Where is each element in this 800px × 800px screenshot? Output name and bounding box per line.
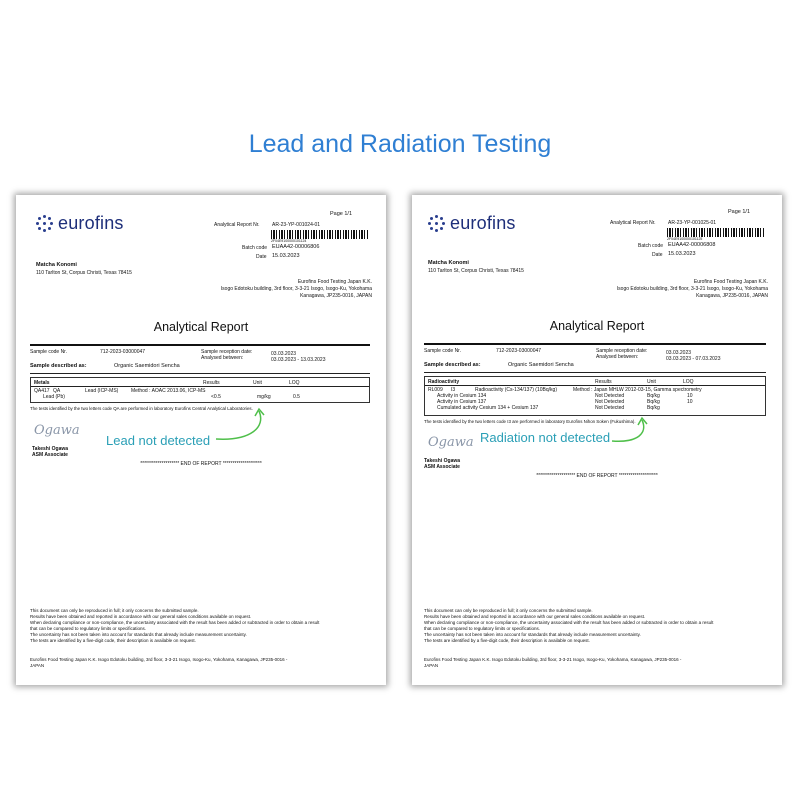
divider bbox=[424, 343, 766, 345]
table-header-rule bbox=[31, 386, 369, 387]
lab-address-2: Kanagawa, JP235-0016, JAPAN bbox=[696, 293, 768, 299]
row-unit: Bq/kg bbox=[647, 405, 660, 411]
table-section: Metals bbox=[34, 380, 50, 386]
barcode-text: 2F04E9100000101124 bbox=[271, 239, 307, 243]
test-analysis: Radioactivity (Cs-134/137) (10Bq/kg) bbox=[475, 387, 557, 393]
test-code: RL009 bbox=[428, 387, 443, 393]
lab-name: Eurofins Food Testing Japan K.K. bbox=[297, 279, 372, 285]
test-code-2: I3 bbox=[451, 387, 456, 393]
footer-company bbox=[30, 657, 287, 669]
end-of-report: ******************** END OF REPORT ******************** bbox=[140, 461, 262, 467]
lab-note: The tests identified by the two letters code QA are performed in laboratory Eurofins Central Analytical Laboratories. bbox=[30, 406, 253, 411]
row-result: Not Detected bbox=[595, 399, 625, 405]
reception-date: 03.03.2023 bbox=[271, 351, 297, 357]
table-section: Radioactivity bbox=[428, 379, 460, 385]
col-loq: LOQ bbox=[683, 379, 694, 385]
lab-address-2: Kanagawa, JP235-0016, JAPAN bbox=[300, 293, 372, 299]
reception-date: 03.03.2023 bbox=[666, 350, 692, 356]
analysed-label: Analysed between: bbox=[201, 355, 244, 361]
footer-company-line: Eurofins Food Testing Japan K.K. Isogo Edotoku building, 3rd floor, 3-3-21 Isogo, Isogo-Ku, Yokohama, Kanagawa, JP235-0016 - bbox=[424, 657, 682, 662]
signer-name: Takeshi Ogawa bbox=[424, 458, 461, 464]
report-number: AR-23-YP-001025-01 bbox=[668, 220, 717, 226]
report-number-label: Analytical Report Nr. bbox=[610, 220, 656, 226]
footer-line: that can be compared to regulatory limits or specifications. bbox=[30, 626, 147, 631]
report-date: 15.03.2023 bbox=[272, 253, 300, 259]
footer-company-line: JAPAN bbox=[424, 663, 439, 668]
eurofins-logo bbox=[36, 213, 124, 234]
footer-line: The uncertainty has not been taken into account for standards that already include measurement uncertainty. bbox=[30, 632, 247, 637]
brand-name: eurofins bbox=[450, 213, 516, 233]
batch-code-label: Batch code bbox=[638, 243, 664, 249]
row-loq: 0.5 bbox=[293, 394, 300, 400]
col-unit: Unit bbox=[647, 379, 656, 385]
test-code-2: QA bbox=[53, 388, 61, 394]
annotation-arrow-icon bbox=[211, 405, 281, 445]
divider bbox=[424, 372, 766, 373]
row-label: Activity in Cesium 137 bbox=[437, 399, 487, 405]
reception-label: Sample reception date: bbox=[596, 348, 648, 354]
footer-company-line: JAPAN bbox=[30, 663, 45, 668]
table-header-rule bbox=[425, 385, 765, 386]
page-number: Page 1/1 bbox=[728, 209, 751, 215]
sample-described-label: Sample described as: bbox=[30, 363, 87, 369]
lead-report-page bbox=[16, 195, 386, 685]
footer-line: When declaring compliance or non-compliance, the uncertainty associated with the result has been added or subtracted in order to obtain a result bbox=[30, 620, 320, 625]
results-table bbox=[30, 377, 370, 403]
row-unit: Bq/kg bbox=[647, 399, 660, 405]
row-label: Lead (Pb) bbox=[43, 394, 65, 400]
row-loq: 10 bbox=[687, 399, 693, 405]
col-results: Results bbox=[595, 379, 612, 385]
test-code: QA417 bbox=[34, 388, 50, 394]
signer-role: ASM Associate bbox=[32, 452, 68, 458]
footer-line: The tests are identified by a five-digit code, their description is available on request. bbox=[30, 638, 196, 643]
signature: Ogawa bbox=[34, 423, 80, 438]
customer-address: 110 Tarlton St, Corpus Christi, Texas 78415 bbox=[36, 270, 132, 276]
footer-line: When declaring compliance or non-compliance, the uncertainty associated with the result has been added or subtracted in order to obtain a result bbox=[424, 620, 714, 625]
sample-code: 712-2023-03000047 bbox=[100, 349, 146, 355]
footer-disclaimer bbox=[30, 608, 319, 644]
batch-code: EUAA42-00006808 bbox=[668, 242, 716, 248]
footer-line: The tests are identified by a five-digit code, their description is available on request. bbox=[424, 638, 590, 643]
row-result: Not Detected bbox=[595, 393, 625, 399]
col-results: Results bbox=[203, 380, 220, 386]
end-of-report: ******************** END OF REPORT ******************** bbox=[536, 473, 658, 479]
annotation-arrow-icon bbox=[608, 415, 668, 449]
radiation-annotation: Radiation not detected bbox=[480, 430, 611, 445]
report-title: Analytical Report bbox=[153, 320, 249, 334]
col-unit: Unit bbox=[253, 380, 262, 386]
footer-line: Results have been obtained and reported in accordance with our general sales conditions available on request. bbox=[30, 614, 252, 619]
lab-address-1: Isogo Edotoku building, 3rd floor, 3-3-21 Isogo, Isogo-Ku, Yokohama bbox=[220, 286, 372, 292]
batch-code: EUAA42-00006806 bbox=[272, 244, 320, 250]
lab-name: Eurofins Food Testing Japan K.K. bbox=[693, 279, 768, 285]
footer-line: This document can only be reproduced in full; it only concerns the submitted sample. bbox=[30, 608, 199, 613]
brand-name: eurofins bbox=[58, 213, 124, 233]
analysed-label: Analysed between: bbox=[596, 354, 639, 360]
signature: Ogawa bbox=[428, 435, 474, 450]
eurofins-logo-icon bbox=[36, 215, 54, 233]
customer-name: Matcha Konomi bbox=[428, 260, 469, 266]
batch-code-label: Batch code bbox=[242, 245, 268, 251]
signer-role: ASM Associate bbox=[424, 464, 460, 470]
row-loq: 10 bbox=[687, 393, 693, 399]
footer-line: Results have been obtained and reported in accordance with our general sales conditions available on request. bbox=[424, 614, 646, 619]
footer-line: that can be compared to regulatory limits or specifications. bbox=[424, 626, 541, 631]
analysed-range: 03.03.2023 - 13.03.2023 bbox=[271, 357, 326, 363]
footer-company bbox=[424, 657, 681, 669]
divider bbox=[30, 373, 370, 374]
test-method: Method : AOAC 2013.06, ICP-MS bbox=[131, 388, 206, 394]
row-result: Not Detected bbox=[595, 405, 625, 411]
page-number: Page 1/1 bbox=[330, 211, 353, 217]
sample-described-label: Sample described as: bbox=[424, 362, 481, 368]
row-label: Cumulated activity Cesium 134 + Cesium 137 bbox=[437, 405, 539, 411]
footer-line: This document can only be reproduced in full; it only concerns the submitted sample. bbox=[424, 608, 593, 613]
row-label: Activity in Cesium 134 bbox=[437, 393, 487, 399]
eurofins-logo-icon bbox=[428, 215, 446, 233]
report-title: Analytical Report bbox=[549, 319, 645, 333]
reception-label: Sample reception date: bbox=[201, 349, 253, 355]
row-unit: Bq/kg bbox=[647, 393, 660, 399]
date-label: Date bbox=[256, 254, 267, 260]
barcode-text: 2F04E9100000101125 bbox=[667, 237, 703, 241]
row-result: <0.5 bbox=[211, 394, 221, 400]
barcode bbox=[271, 230, 369, 239]
customer-address: 110 Tarlton St, Corpus Christi, Texas 78415 bbox=[428, 268, 524, 274]
footer-disclaimer bbox=[424, 608, 713, 644]
report-number-label: Analytical Report Nr. bbox=[214, 222, 260, 228]
signer-name: Takeshi Ogawa bbox=[32, 446, 69, 452]
sample-code-label: Sample code Nr. bbox=[424, 348, 461, 354]
sample-described: Organic Saemidori Sencha bbox=[508, 362, 574, 368]
row-unit: mg/kg bbox=[257, 394, 271, 400]
lab-address-1: Isogo Edotoku building, 3rd floor, 3-3-21 Isogo, Isogo-Ku, Yokohama bbox=[616, 286, 768, 292]
radiation-report-page bbox=[412, 195, 782, 685]
divider bbox=[30, 344, 370, 346]
test-method: Method : Japan MHLW 2012-03-15, Gamma spectrometry bbox=[573, 387, 702, 393]
barcode bbox=[667, 228, 765, 237]
eurofins-logo bbox=[428, 213, 516, 234]
results-table bbox=[424, 376, 766, 416]
page-title: Lead and Radiation Testing bbox=[248, 130, 552, 158]
report-number: AR-23-YP-001024-01 bbox=[272, 222, 321, 228]
lead-annotation: Lead not detected bbox=[106, 433, 211, 448]
sample-described: Organic Saemidori Sencha bbox=[114, 363, 180, 369]
lab-note: The tests identified by the two letters code I3 are performed in laboratory Eurofins Nihon Soken (Fukushima). bbox=[424, 419, 636, 424]
footer-company-line: Eurofins Food Testing Japan K.K. Isogo Edotoku building, 3rd floor, 3-3-21 Isogo, Isogo-Ku, Yokohama, Kanagawa, JP235-0016 - bbox=[30, 657, 288, 662]
col-loq: LOQ bbox=[289, 380, 300, 386]
test-analysis: Lead (ICP-MS) bbox=[85, 388, 119, 394]
report-date: 15.03.2023 bbox=[668, 251, 696, 257]
footer-line: The uncertainty has not been taken into account for standards that already include measurement uncertainty. bbox=[424, 632, 641, 637]
sample-code: 712-2023-03000047 bbox=[496, 348, 542, 354]
customer-name: Matcha Konomi bbox=[36, 262, 77, 268]
analysed-range: 03.03.2023 - 07.03.2023 bbox=[666, 356, 721, 362]
date-label: Date bbox=[652, 252, 663, 258]
sample-code-label: Sample code Nr. bbox=[30, 349, 67, 355]
